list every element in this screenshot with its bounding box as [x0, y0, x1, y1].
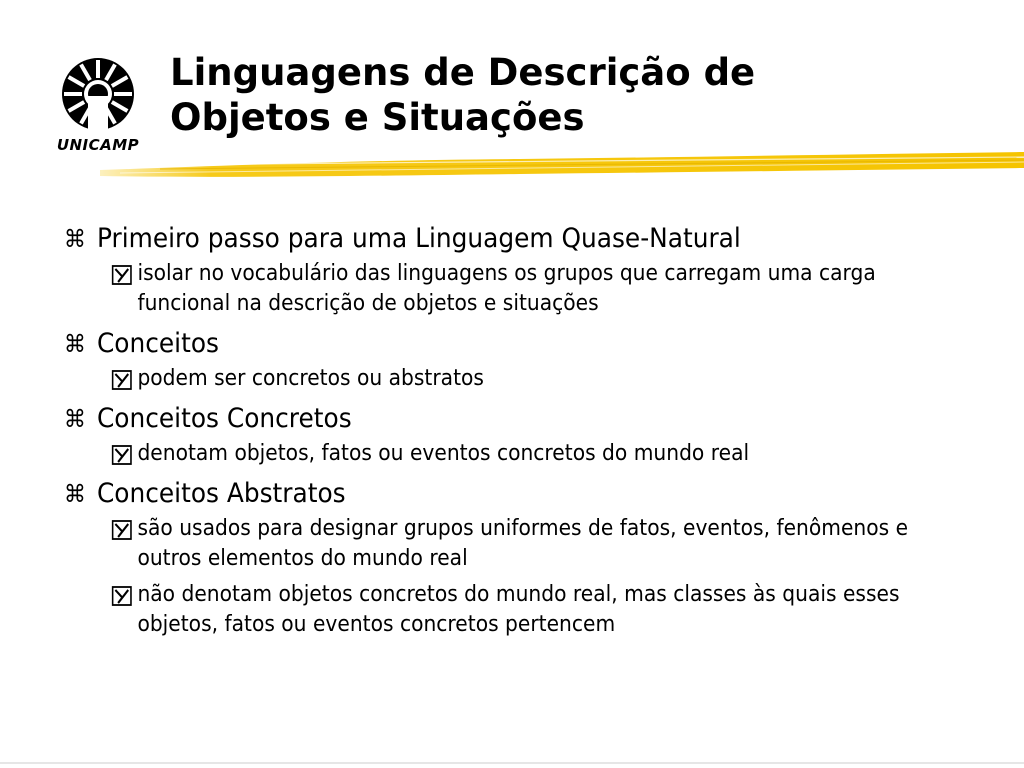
list-item-text: Primeiro passo para uma Linguagem Quase-Natural	[96, 223, 741, 254]
sub-list-item-text: denotam objetos, fatos ou eventos concretos do mundo real	[137, 441, 750, 466]
list-item-text: Conceitos	[96, 328, 219, 359]
sub-list-item	[62, 259, 908, 319]
checkbox-y-icon	[112, 370, 132, 390]
yellow-brush-stripe	[100, 148, 1024, 188]
list-item-text: Conceitos Concretos	[96, 403, 352, 434]
unicamp-emblem-icon	[44, 52, 152, 142]
bullet-icon: ⌘	[63, 330, 86, 358]
unicamp-wordmark: UNICAMP	[56, 136, 140, 154]
bullet-list	[62, 216, 982, 646]
list-item	[62, 475, 908, 513]
checkbox-y-icon	[112, 445, 132, 465]
unicamp-logo	[44, 52, 152, 158]
sub-list-item-text: isolar no vocabulário das linguagens os grupos que carregam uma carga funcional na descrição de objetos e situações	[137, 261, 876, 316]
list-item-text: Conceitos Abstratos	[96, 478, 346, 509]
slide-title	[170, 50, 990, 140]
sub-list-item	[62, 580, 908, 640]
sub-list-item-text: são usados para designar grupos uniformes de fatos, eventos, fenômenos e outros elementos do mundo real	[137, 516, 909, 571]
list-item	[62, 400, 908, 438]
sub-list-item	[62, 364, 908, 394]
slide-title-line-2: Objetos e Situações	[170, 96, 585, 139]
sub-list-item-text: podem ser concretos ou abstratos	[137, 366, 484, 391]
bottom-divider	[0, 762, 1024, 764]
list-item	[62, 325, 908, 363]
bullet-icon: ⌘	[63, 225, 86, 253]
checkbox-y-icon	[112, 265, 132, 285]
slide-title-line-1: Linguagens de Descrição de	[170, 51, 756, 94]
bullet-icon: ⌘	[63, 405, 86, 433]
sub-list-item-text: não denotam objetos concretos do mundo real, mas classes às quais esses objetos, fatos ou eventos concretos pertencem	[137, 582, 900, 637]
bullet-icon: ⌘	[63, 480, 86, 508]
checkbox-y-icon	[112, 520, 132, 540]
checkbox-y-icon	[112, 586, 132, 606]
sub-list-item	[62, 514, 908, 574]
list-item	[62, 220, 908, 258]
sub-list-item	[62, 439, 908, 469]
